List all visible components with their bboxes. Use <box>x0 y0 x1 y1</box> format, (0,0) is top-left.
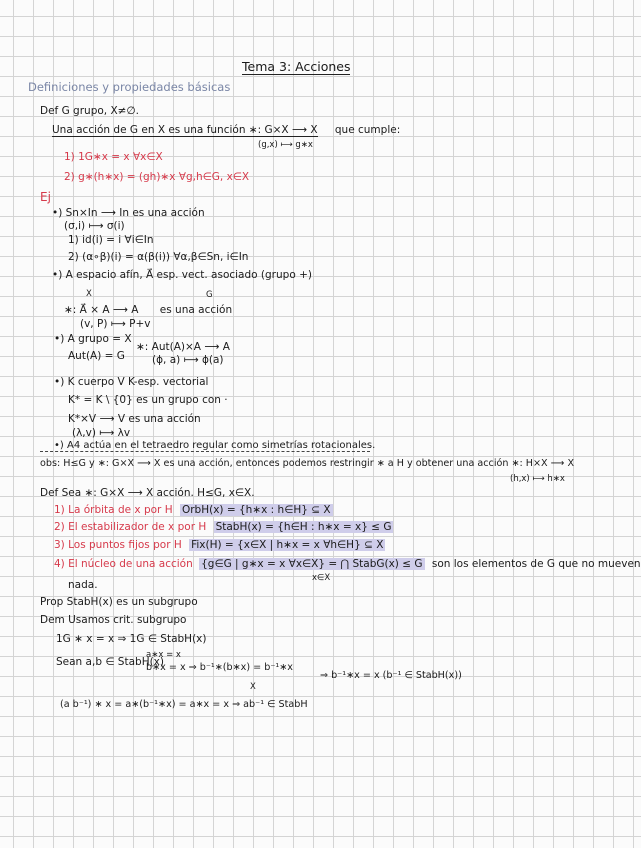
dem-step2b: a∗x = x <box>146 650 181 660</box>
obs-map: (h,x) ⟼ h∗x <box>510 474 565 484</box>
def2-item1 <box>54 503 333 517</box>
ej2-line3: (v, P) ⟼ P+v <box>80 318 151 330</box>
def2-item1-formula: OrbH(x) = {h∗x : h∈H} ⊆ X <box>181 504 331 516</box>
def2-item4-label: 4) El núcleo de una acción <box>54 558 193 570</box>
def2-item2-label: 2) El estabilizador de x por H <box>54 521 207 533</box>
ej3-line3: ∗: Aut(A)×A ⟶ A <box>136 341 230 353</box>
def2-item4-end: nada. <box>68 579 98 591</box>
dem-step2-x: X <box>250 682 256 692</box>
ej3-line1: •) A grupo = X <box>54 333 132 345</box>
page-title: Tema 3: Acciones <box>242 59 351 74</box>
def2-item2-formula: StabH(x) = {h∈H : h∗x = x} ≤ G <box>215 521 392 533</box>
def2-item2 <box>54 520 393 534</box>
def2-item3-label: 3) Los puntos fijos por H <box>54 539 182 551</box>
def2-item4-formula: {g∈G | g∗x = x ∀x∈X} = ⋂ StabG(x) ≤ G <box>201 558 423 570</box>
obs-line: obs: H≤G y ∗: G×X ⟶ X es una acción, entonces podemos restringir ∗ a H y obtener una acción ∗: H×X ⟶ X <box>40 458 575 469</box>
dem-step1: 1G ∗ x = x ⇒ 1G ∈ StabH(x) <box>56 633 207 645</box>
dem-line: Dem Usamos crit. subgrupo <box>40 614 187 626</box>
ej1-line1: •) Sn×In ⟶ In es una acción <box>52 207 205 219</box>
section-heading: Definiciones y propiedades básicas <box>28 80 231 94</box>
ej1-line3: 1) id(i) = i ∀i∈In <box>68 234 154 246</box>
ej1-line2: (σ,i) ⟼ σ(i) <box>64 220 125 232</box>
def2-item4-desc: son los elementos de G que no mueven <box>431 558 641 570</box>
ej2-line1: •) A espacio afín, A⃗ esp. vect. asociado (grupo +) <box>52 269 312 281</box>
dem-step3: (a b⁻¹) ∗ x = a∗(b⁻¹∗x) = a∗x = x ⇒ ab⁻¹ ∈ StabH <box>60 699 308 710</box>
ej1-line4: 2) (α∘β)(i) = α(β(i)) ∀α,β∈Sn, i∈In <box>68 251 249 263</box>
dem-step2a: Sean a,b ∈ StabH(x) <box>56 656 164 668</box>
def1-line1: Def G grupo, X≠∅. <box>40 105 139 117</box>
dem-step2c: b∗x = x ⇒ b⁻¹∗(b∗x) = b⁻¹∗x <box>146 662 293 673</box>
def1-function: Una acción de G en X es una función ∗: G×X ⟶ X <box>52 124 318 136</box>
ej4-line2: K* = K \ {0} es un grupo con · <box>68 394 228 406</box>
ej4-line3: K*×V ⟶ V es una acción <box>68 413 201 425</box>
ej3-line4: (ϕ, a) ⟼ ϕ(a) <box>152 354 224 366</box>
ej2-x-label: X <box>86 289 92 299</box>
separator <box>40 451 370 452</box>
def1-cumple: que cumple: <box>334 124 401 136</box>
def1-cond1: 1) 1G∗x = x ∀x∈X <box>64 151 163 163</box>
def1-map: (g,x) ⟼ g∗x <box>258 140 313 150</box>
ej5-line: •) A4 actúa en el tetraedro regular como simetrías rotacionales. <box>54 440 376 451</box>
def2-item4 <box>54 557 641 571</box>
ej2-line2: ∗: A⃗ × A ⟶ A es una acción <box>64 304 233 316</box>
ej-label: Ej <box>40 190 51 204</box>
def1-line2 <box>52 123 400 137</box>
ej3-line2: Aut(A) = G <box>68 350 125 362</box>
def2-head: Def Sea ∗: G×X ⟶ X acción. H≤G, x∈X. <box>40 487 255 499</box>
def2-item3 <box>54 538 385 552</box>
def2-item4-sub: x∈X <box>312 573 331 583</box>
dem-step2d: ⇒ b⁻¹∗x = x (b⁻¹ ∈ StabH(x)) <box>320 670 462 681</box>
ej4-line1: •) K cuerpo V K-esp. vectorial <box>54 376 209 388</box>
ej2-g-label: G <box>206 290 213 300</box>
def2-item1-label: 1) La órbita de x por H <box>54 504 173 516</box>
def1-cond2: 2) g∗(h∗x) = (gh)∗x ∀g,h∈G, x∈X <box>64 171 250 183</box>
prop-line: Prop StabH(x) es un subgrupo <box>40 596 198 608</box>
ej4-line4: (λ,v) ⟼ λv <box>72 427 131 439</box>
def2-item3-formula: Fix(H) = {x∈X | h∗x = x ∀h∈H} ⊆ X <box>191 539 384 551</box>
